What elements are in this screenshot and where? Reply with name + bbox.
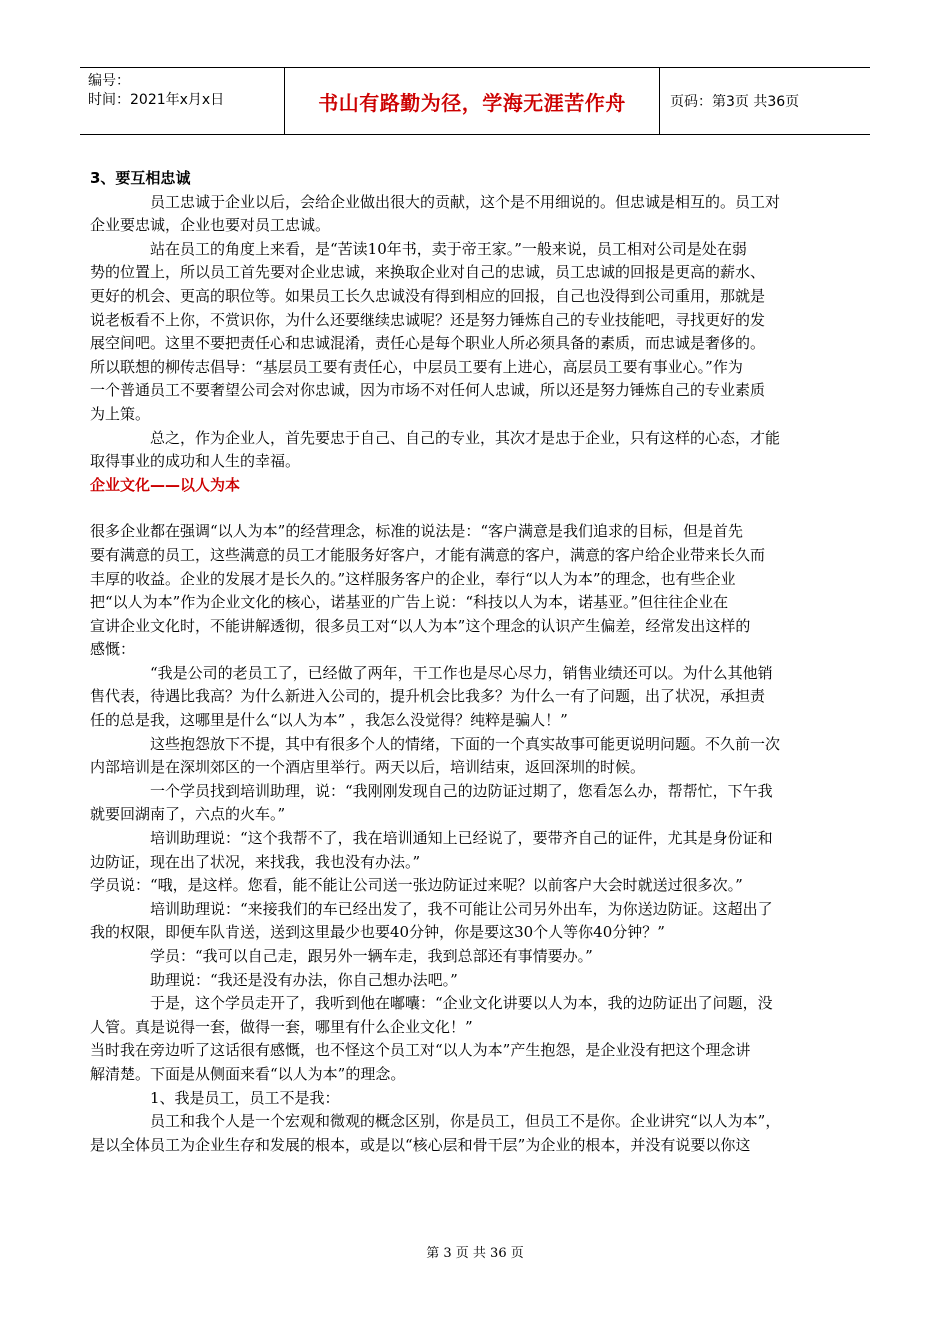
paragraph-line: 解清楚。下面是从侧面来看“以人为本”的理念。 bbox=[90, 1064, 406, 1083]
paragraph-line: 一个普通员工不要奢望公司会对你忠诚，因为市场不对任何人忠诚，所以还是努力锤炼自己的专业素质 bbox=[90, 381, 766, 400]
paragraph-line: 当时我在旁边听了这话很有感慨，也不怪这个员工对“以人为本”产生抱怨，是企业没有把这个理念讲 bbox=[90, 1041, 751, 1060]
paragraph-line: 势的位置上，所以员工首先要对企业忠诚，来换取企业对自己的忠诚，员工忠诚的回报是更高的薪水、 bbox=[90, 263, 766, 282]
paragraph-line: 取得事业的成功和人生的幸福。 bbox=[90, 452, 301, 471]
header-motto-cell bbox=[285, 68, 660, 134]
paragraph-line: 宣讲企业文化时，不能讲解透彻，很多员工对“以人为本”这个理念的认识产生偏差，经常发出这样的 bbox=[90, 616, 751, 635]
footer-page-number: 第 3 页 共 36 页 bbox=[426, 1246, 524, 1261]
dialogue-line: 我的权限，即便车队肯送，送到这里最少也要40分钟，你是要这30个人等你40分钟？” bbox=[90, 923, 665, 942]
quote-line: 任的总是我，这哪里是什么“以人为本” ，我怎么没觉得？纯粹是骗人！” bbox=[90, 711, 568, 730]
dialogue-line: 培训助理说：“来接我们的车已经出发了，我不可能让公司另外出车，为你送边防证。这超出了 bbox=[150, 899, 773, 918]
header-page-cell bbox=[660, 68, 870, 134]
dialogue-line: 边防证，现在出了状况，来找我，我也没有办法。” bbox=[90, 852, 421, 871]
culture-section-title: 企业文化——以人为本 bbox=[90, 475, 241, 494]
paragraph-line: 展空间吧。这里不要把责任心和忠诚混淆，责任心是每个职业人所必须具备的素质，而忠诚是奢侈的。 bbox=[90, 334, 766, 353]
page-label: 页码：第3页 共36页 bbox=[670, 94, 800, 110]
dialogue-line: 培训助理说：“这个我帮不了，我在培训通知上已经说了，要带齐自己的证件，尤其是身份证和 bbox=[150, 829, 773, 848]
paragraph-line: 总之，作为企业人，首先要忠于自己、自己的专业，其次才是忠于企业，只有这样的心态，才能 bbox=[150, 428, 781, 447]
header-table bbox=[80, 67, 870, 135]
page-footer bbox=[0, 1242, 950, 1261]
paragraph-line: 更好的机会、更高的职位等。如果员工长久忠诚没有得到相应的回报，自己也没得到公司重用，那就是 bbox=[90, 286, 766, 305]
paragraph-line: 把“以人为本”作为企业文化的核心，诺基亚的广告上说：“科技以人为本，诺基亚。”但往往企业在 bbox=[90, 593, 729, 612]
section-title: 3、要互相忠诚 bbox=[90, 169, 191, 187]
dialogue-line: 学员：“我可以自己走，跟另外一辆车走，我到总部还有事情要办。” bbox=[150, 947, 593, 965]
dialogue-line: 助理说：“我还是没有办法，你自己想办法吧。” bbox=[150, 970, 458, 989]
motto-text: 书山有路勤为径，学海无涯苦作舟 bbox=[318, 90, 626, 115]
header-meta-cell bbox=[80, 68, 285, 134]
paragraph-line: 为上策。 bbox=[90, 404, 151, 423]
paragraph-line: 员工忠诚于企业以后，会给企业做出很大的贡献，这个是不用细说的。但忠诚是相互的。员工对 bbox=[150, 192, 781, 211]
dialogue-line: 就要回湖南了，六点的火车。” bbox=[90, 805, 286, 824]
quote-line: 售代表，待遇比我高？为什么新进入公司的，提升机会比我多？为什么一有了问题，出了状况，承担责 bbox=[90, 687, 766, 706]
paragraph-line: 说老板看不上你，不赏识你，为什么还要继续忠诚呢？还是努力锤炼自己的专业技能吧，寻找更好的发 bbox=[90, 310, 766, 329]
dialogue-line: 一个学员找到培训助理，说：“我刚刚发现自己的边防证过期了，您看怎么办，帮帮忙，下午我 bbox=[150, 781, 773, 800]
paragraph-line: 这些抱怨放下不提，其中有很多个人的情绪，下面的一个真实故事可能更说明问题。不久前一次 bbox=[150, 734, 781, 753]
paragraph-line: 感慨： bbox=[90, 640, 136, 659]
paragraph-line: 要有满意的员工，这些满意的员工才能服务好客户，才能有满意的客户，满意的客户给企业带来长久而 bbox=[90, 545, 766, 564]
quote-line: “我是公司的老员工了，已经做了两年，干工作也是尽心尽力，销售业绩还可以。为什么其他销 bbox=[150, 663, 773, 682]
paragraph-line: 企业要忠诚，企业也要对员工忠诚。 bbox=[90, 216, 331, 235]
paragraph-line: 站在员工的角度上来看，是“苦读10年书，卖于帝王家。”一般来说，员工相对公司是处在弱 bbox=[150, 239, 747, 258]
paragraph-line: 于是，这个学员走开了，我听到他在嘟囔：“企业文化讲要以人为本，我的边防证出了问题，没 bbox=[150, 994, 773, 1013]
paragraph-line: 员工和我个人是一个宏观和微观的概念区别，你是员工，但员工不是你。企业讲究“以人为本”， bbox=[150, 1112, 781, 1131]
paragraph-line: 人管。真是说得一套，做得一套，哪里有什么企业文化！” bbox=[90, 1017, 473, 1036]
paragraph-line: 是以全体员工为企业生存和发展的根本，或是以“核心层和骨干层”为企业的根本，并没有说要以你这 bbox=[90, 1135, 751, 1154]
subheading-line: 1、我是员工，员工不是我： bbox=[150, 1088, 340, 1107]
document-body bbox=[90, 167, 860, 1157]
paragraph-line: 丰厚的收益。企业的发展才是长久的。”这样服务客户的企业，奉行“以人为本”的理念，也有些企业 bbox=[90, 569, 736, 588]
paragraph-line: 所以联想的柳传志倡导：“基层员工要有责任心，中层员工要有上进心，高层员工要有事业心。”作为 bbox=[90, 357, 743, 376]
paragraph-line: 内部培训是在深圳郊区的一个酒店里举行。两天以后，培训结束，返回深圳的时候。 bbox=[90, 758, 646, 777]
blank-line bbox=[90, 497, 860, 520]
paragraph-line: 很多企业都在强调“以人为本”的经营理念，标准的说法是：“客户满意是我们追求的目标，但是首先 bbox=[90, 522, 744, 541]
date-label: 时间：2021年x月x日 bbox=[88, 92, 225, 108]
dialogue-line: 学员说：“哦，是这样。您看，能不能让公司送一张边防证过来呢？以前客户大会时就送过很多次。” bbox=[90, 876, 743, 895]
number-label: 编号： bbox=[88, 73, 130, 89]
